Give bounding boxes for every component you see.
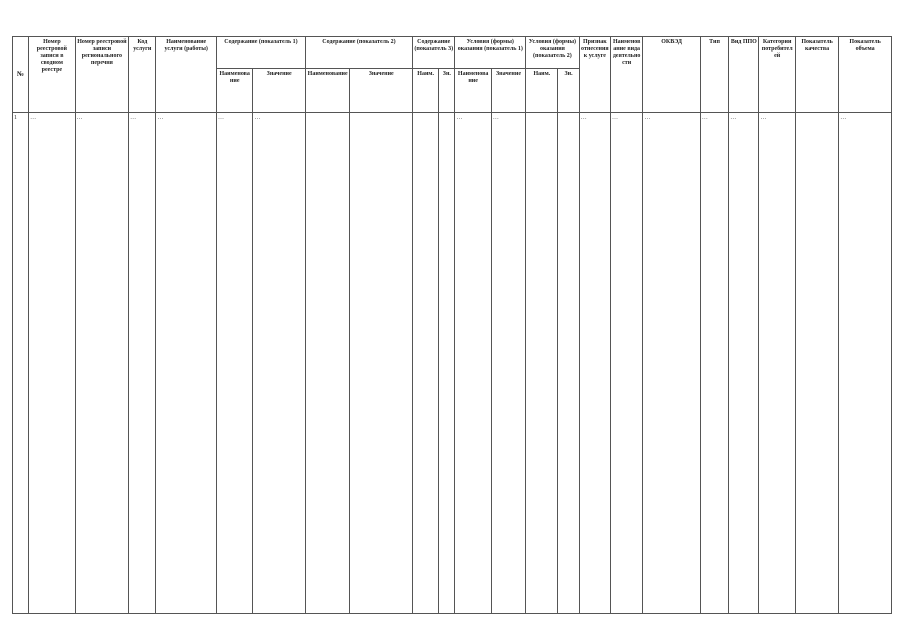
cell-free-service: … [579,113,610,614]
header-content-3-value: Зн. [439,69,455,113]
register-sheet [12,36,892,614]
header-conditions-2-name: Наим. [526,69,558,113]
register-table [12,36,892,614]
cell-content-2-value [350,113,413,614]
cell-conditions-1-name: … [455,113,491,614]
cell-conditions-2-name [526,113,558,614]
cell-okved: … [643,113,701,614]
header-volume: Показатель объема [839,37,892,113]
header-conditions-1-value: Значение [491,69,525,113]
cell-content-3-name [413,113,439,614]
header-content-3: Содержание (показатель 3) [413,37,455,69]
cell-ppo: … [729,113,759,614]
cell-reg-num-region: … [75,113,129,614]
cell-code: … [129,113,156,614]
header-conditions-1: Условия (формы) оказания (показатель 1) [455,37,526,69]
header-free-service: Признак отнесения к услуге [579,37,610,113]
header-conditions-1-name: Наименование [455,69,491,113]
header-okved: ОКВЭД [643,37,701,113]
header-content-1: Содержание (показатель 1) [217,37,306,69]
cell-service-name: … [156,113,217,614]
header-content-1-name: Наименование [217,69,253,113]
cell-content-1-name: … [217,113,253,614]
cell-num: 1 [13,113,29,614]
cell-conditions-2-value [558,113,579,614]
header-content-2-name: Наименование [305,69,349,113]
header-service-name: Наименование услуги (работы) [156,37,217,113]
header-activity: Наименование вида деятельности [611,37,643,113]
cell-content-2-name [305,113,349,614]
cell-content-3-value [439,113,455,614]
header-quality: Показатель качества [795,37,838,113]
header-num: № [13,37,29,113]
cell-activity: … [611,113,643,614]
header-reg-num-region: Номер реестровой записи регионального перечня [75,37,129,113]
header-conditions-2-value: Зн. [558,69,579,113]
cell-content-1-value: … [253,113,306,614]
cell-conditions-1-value: … [491,113,525,614]
cell-type: … [700,113,728,614]
header-content-1-value: Значение [253,69,306,113]
header-code: Код услуги [129,37,156,113]
cell-consumer: … [759,113,795,614]
header-ppo: Вид ППО [729,37,759,113]
cell-volume: … [839,113,892,614]
header-consumer: Категории потребителей [759,37,795,113]
header-conditions-2: Условия (формы) оказания (показатель 2) [526,37,580,69]
cell-reg-num: … [29,113,75,614]
header-row-top [13,37,892,69]
header-content-2: Содержание (показатель 2) [305,37,412,69]
cell-quality [795,113,838,614]
table-row [13,113,892,614]
header-content-3-name: Наим. [413,69,439,113]
header-type: Тип [700,37,728,113]
header-reg-num: Номер реестровой записи в сводном реестре [29,37,75,113]
header-content-2-value: Значение [350,69,413,113]
